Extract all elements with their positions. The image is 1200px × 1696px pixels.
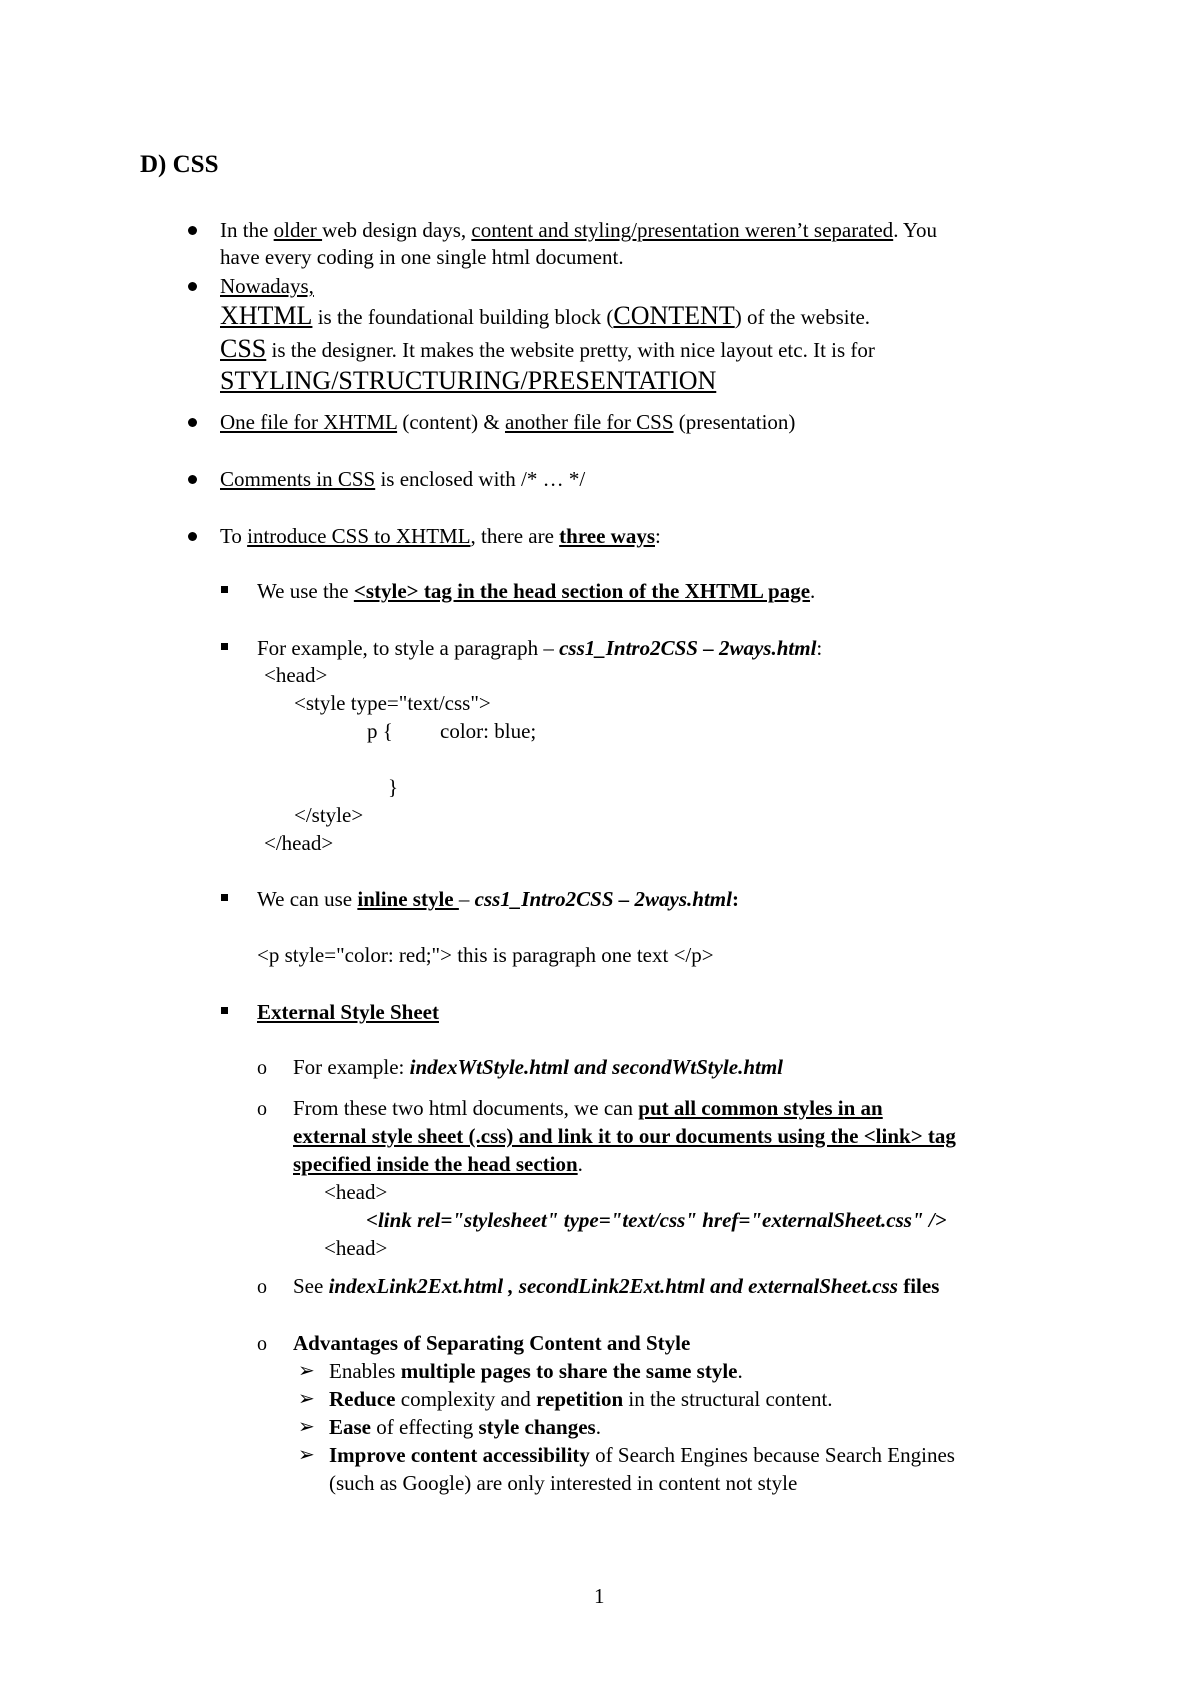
advantage-item-3 [329, 1415, 601, 1439]
sub-bullet-1 [257, 579, 815, 603]
text-run: . You [893, 218, 937, 242]
text-run: One file for XHTML [220, 410, 398, 434]
arrow-bullet-icon: ➢ [298, 1388, 315, 1410]
text-run: <style> tag in the head section of the XHTML page [353, 579, 811, 603]
text-run: three ways [559, 524, 655, 548]
code-line: <p style="color: red;"> this is paragraph one text </p> [257, 943, 714, 967]
text-run: is the designer. It makes the website pretty, with nice layout etc. It is for [266, 338, 875, 362]
bullet-2-line-2 [220, 301, 870, 332]
text-run: From these two html documents, we can [293, 1096, 639, 1120]
text-run: For example, to style a paragraph – [257, 636, 560, 660]
bullet-2-line-3 [220, 334, 875, 365]
circle-item-2-line-1 [293, 1096, 883, 1120]
bullet-2-line-1: Nowadays, [220, 274, 314, 298]
text-run: is enclosed with /* … */ [375, 467, 586, 491]
circle-item-1 [293, 1055, 783, 1079]
circle-item-3 [293, 1274, 939, 1298]
text-run: introduce CSS to XHTML [247, 524, 471, 548]
text-run: another file for CSS [504, 410, 674, 434]
bullet-dot [188, 226, 197, 235]
text-run: files [897, 1274, 940, 1298]
bullet-2-line-4: STYLING/STRUCTURING/PRESENTATION [220, 366, 717, 395]
bullet-4 [220, 467, 585, 491]
text-run: of effecting [371, 1415, 479, 1439]
code-line: color: blue; [440, 719, 537, 743]
text-run: indexLink2Ext.html , secondLink2Ext.html and externalSheet.css [328, 1274, 898, 1298]
code-line: } [388, 775, 399, 799]
text-run: To [220, 524, 248, 548]
text-run: We use the [257, 579, 354, 603]
text-run: Comments in CSS [220, 467, 376, 491]
arrow-bullet-icon: ➢ [298, 1416, 315, 1438]
text-run: We can use [257, 887, 358, 911]
text-run: is the foundational building block ( [312, 305, 614, 329]
text-run: Enables [329, 1359, 401, 1383]
text-run: put all common styles in an [638, 1096, 883, 1120]
text-run: css1_Intro2CSS – 2ways.html [474, 887, 732, 911]
sub-bullet-4: External Style Sheet [257, 1000, 439, 1024]
bullet-dot [188, 532, 197, 541]
bullet-dot [188, 282, 197, 291]
text-run: complexity and [395, 1387, 537, 1411]
text-run: multiple pages to share the same style [400, 1359, 738, 1383]
text-run: CSS [220, 334, 267, 363]
text-run: : [731, 887, 739, 911]
text-run: indexWtStyle.html and secondWtStyle.html [409, 1055, 784, 1079]
circle-item-4: Advantages of Separating Content and Style [293, 1331, 691, 1355]
text-run: – [458, 887, 475, 911]
circle-bullet: o [257, 1276, 267, 1298]
text-run: content and styling/presentation weren’t separated [471, 218, 894, 242]
bullet-5 [220, 524, 661, 548]
text-run: . [810, 579, 816, 603]
sub-bullet-2 [257, 636, 822, 660]
square-bullet [221, 586, 228, 593]
square-bullet [221, 1007, 228, 1014]
text-run: See [293, 1274, 329, 1298]
text-run: . [737, 1359, 743, 1383]
circle-item-2-line-3 [293, 1152, 583, 1176]
square-bullet [221, 643, 228, 650]
text-run: in the structural content. [623, 1387, 833, 1411]
text-run: web design days, [322, 218, 472, 242]
text-run: Reduce [329, 1387, 396, 1411]
text-run: In the [220, 218, 274, 242]
text-run: : [655, 524, 661, 548]
advantage-item-1 [329, 1359, 743, 1383]
text-run: For example: [293, 1055, 410, 1079]
page-number: 1 [594, 1584, 605, 1608]
text-run: (presentation) [673, 410, 796, 434]
text-run: older [273, 218, 323, 242]
code-line: </style> [294, 803, 364, 827]
text-run: Improve content accessibility [329, 1443, 590, 1467]
sub-bullet-3 [257, 887, 739, 911]
advantage-item-4-line-2: (such as Google) are only interested in content not style [329, 1471, 798, 1495]
text-run: ) of the website. [734, 305, 871, 329]
bullet-3 [220, 410, 795, 434]
code-line: <link rel="stylesheet" type="text/css" href="externalSheet.css" /> [366, 1208, 947, 1232]
section-heading: D) CSS [140, 151, 219, 178]
square-bullet [221, 894, 228, 901]
advantage-item-2 [329, 1387, 833, 1411]
text-run: CONTENT [613, 301, 735, 330]
text-run: : [816, 636, 823, 660]
code-line: <head> [324, 1180, 388, 1204]
text-run: repetition [536, 1387, 624, 1411]
text-run: Ease [329, 1415, 371, 1439]
arrow-bullet-icon: ➢ [298, 1444, 315, 1466]
bullet-dot [188, 475, 197, 484]
circle-bullet: o [257, 1098, 267, 1120]
code-line: <head> [264, 663, 328, 687]
text-run: (content) & [397, 410, 505, 434]
text-run: XHTML [220, 301, 313, 330]
text-run: inline style [357, 887, 459, 911]
circle-bullet: o [257, 1057, 267, 1079]
text-run: css1_Intro2CSS – 2ways.html [559, 636, 817, 660]
code-line: p { [367, 719, 393, 743]
bullet-dot [188, 418, 197, 427]
bullet-1-line-2: have every coding in one single html document. [220, 245, 624, 269]
text-run: style changes [478, 1415, 596, 1439]
circle-bullet: o [257, 1333, 267, 1355]
circle-item-2-line-2: external style sheet (.css) and link it to our documents using the <link> tag [293, 1124, 956, 1148]
advantage-item-4-line-1 [329, 1443, 955, 1467]
text-run: . [577, 1152, 583, 1176]
bullet-1-line-1 [220, 218, 937, 242]
code-line: </head> [264, 831, 334, 855]
code-line: <style type="text/css"> [294, 691, 491, 715]
text-run: of Search Engines because Search Engines [589, 1443, 955, 1467]
arrow-bullet-icon: ➢ [298, 1360, 315, 1382]
text-run: , there are [470, 524, 560, 548]
code-line: <head> [324, 1236, 388, 1260]
text-run: . [595, 1415, 601, 1439]
text-run: specified inside the head section [293, 1152, 578, 1176]
